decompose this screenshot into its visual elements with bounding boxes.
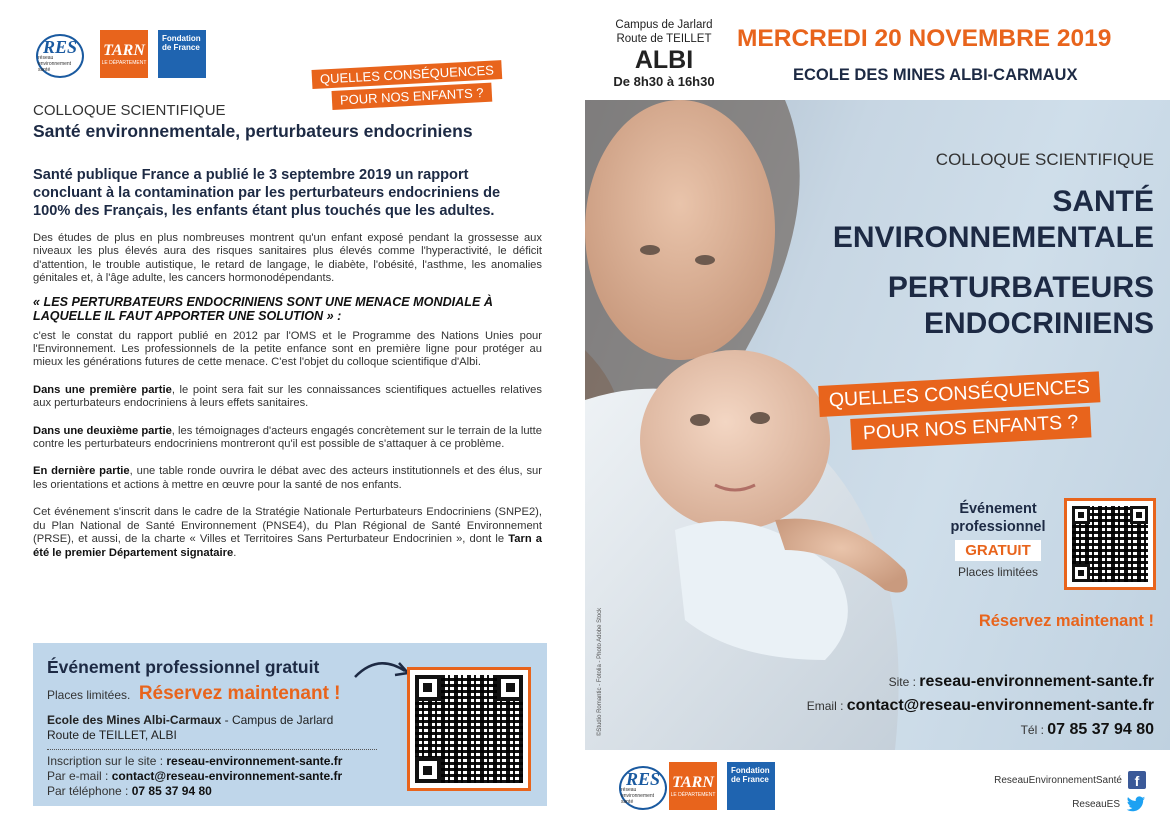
bottom-tarn-logo-sub: LE DÉPARTEMENT — [670, 792, 716, 798]
poster-title-block — [833, 184, 1154, 342]
res-logo-sub: réseau environnement santé — [38, 55, 72, 73]
poster-phone-label: Tél : — [1020, 723, 1048, 737]
city: ALBI — [634, 46, 694, 74]
info-box-heading: Événement professionnel gratuit — [47, 657, 320, 677]
poster-site-label: Site : — [888, 675, 920, 689]
venue-name: Ecole des Mines Albi-Carmaux — [47, 713, 222, 727]
info-box-limited-line — [47, 683, 341, 705]
title-line3: PERTURBATEURS — [887, 271, 1154, 304]
left-tag-line2: POUR NOS ENFANTS ? — [332, 83, 493, 110]
poster-qr-code — [1064, 498, 1156, 590]
res-logo-text: RES — [42, 37, 78, 57]
body-paragraph-1: Des études de plus en plus nombreuses montrent qu'un enfant exposé pendant la grossesse aux niveaux les plus élevés aura des risques sanitaires plus élevés comme l'hyperactivité, le déficit d'attention, le trouble autistique, le retard de langage, le diabète, l'obésité, l'asthme, les anomalies génitales et, à l'âge adulte, les cancers hormonodépendants. — [33, 232, 542, 285]
title-line2: ENVIRONNEMENTALE — [832, 221, 1154, 254]
hours: De 8h30 à 16h30 — [613, 74, 715, 89]
facebook-handle[interactable]: ReseauEnvironnementSanté — [994, 774, 1122, 786]
venue-header — [605, 18, 723, 90]
poster-tag-line1: QUELLES CONSÉQUENCES — [818, 371, 1100, 417]
p3-text: , le point sera fait sur les connaissances scientifiques actuelles relatives aux perturbateurs endocriniens à leurs effets sanitaires. — [33, 383, 542, 410]
left-question-tag — [312, 62, 502, 110]
info-box-limited: Places limitées. — [47, 688, 131, 702]
facebook-icon: f — [1128, 771, 1146, 789]
info-box-venue — [47, 713, 333, 743]
phone-label: Par téléphone : — [47, 784, 132, 798]
poster-tag-line2: POUR NOS ENFANTS ? — [850, 406, 1091, 449]
left-tag-line1: QUELLES CONSÉQUENCES — [312, 60, 503, 89]
left-body — [33, 232, 542, 569]
event-line2: professionnel — [950, 519, 1046, 535]
fondation-de-france-logo — [158, 30, 206, 78]
body-paragraph-4 — [33, 425, 542, 452]
campus-line1: Campus de Jarlard — [615, 19, 713, 31]
info-box-divider — [47, 749, 377, 750]
p6-end: . — [233, 546, 237, 559]
photo-credit: ©Studio Romantic - Fotolia - Photo Adobe Stock — [597, 607, 603, 736]
poster-contacts — [807, 670, 1154, 742]
poster-reserve: Réservez maintenant ! — [978, 612, 1154, 630]
facebook-row[interactable] — [994, 771, 1146, 789]
arrow-icon — [353, 657, 413, 683]
qr-code — [407, 667, 531, 791]
p6-text: Cet événement s'inscrit dans le cadre de la Stratégie Nationale Perturbateurs Endocriniens (SNPE2), du Plan National de Santé Environnement (PNSE4), du Plan Régional de Santé Environnement (PRSE), et aussi, de la charte « Villes et Territoires Sans Perturbateur Endocrinien », dont le — [33, 506, 542, 546]
poster-site-link[interactable]: reseau-environnement-sante.fr — [919, 673, 1154, 690]
bottom-fondation-logo — [727, 762, 775, 810]
bottom-res-logo-sub: réseau environnement santé — [621, 787, 655, 805]
email-link[interactable]: contact@reseau-environnement-sante.fr — [111, 769, 343, 783]
twitter-icon — [1126, 796, 1146, 813]
poster-email-label: Email : — [806, 699, 847, 713]
bottom-tarn-logo — [669, 762, 717, 810]
site-label: Inscription sur le site : — [47, 754, 167, 768]
fondation-logo-text: Fondation de France — [162, 34, 201, 52]
body-paragraph-6 — [33, 506, 542, 560]
poster-qr-pattern — [1072, 506, 1148, 582]
body-paragraph-2: c'est le constat du rapport publié en 2012 par l'OMS et le Programme des Nations Unies pour l'Environnement. Les professionnels de la petite enfance sont en première ligne pour protéger au mieux les générations futures de cette menace. C'est l'objet du colloque scientifique d'Albi. — [33, 329, 542, 369]
quote: « LES PERTURBATEURS ENDOCRINIENS SONT UNE MENACE MONDIALE À LAQUELLE IL FAUT APPORTER UNE SOLUTION » : — [33, 294, 493, 323]
left-title: Santé environnementale, perturbateurs endocriniens — [33, 121, 473, 141]
event-date: MERCREDI 20 NOVEMBRE 2019 — [737, 25, 1112, 52]
venue-road: Route de TEILLET, ALBI — [47, 728, 177, 742]
body-paragraph-3 — [33, 384, 542, 411]
p6-bold: Tarn a été le premier Département signataire — [33, 533, 542, 559]
bottom-res-logo-text: RES — [625, 769, 661, 789]
event-line1: Événement — [959, 501, 1037, 517]
qr-pattern — [415, 675, 523, 783]
res-logo — [36, 34, 84, 78]
body-paragraph-5 — [33, 465, 542, 492]
tarn-logo — [100, 30, 148, 78]
p5-text: , une table ronde ouvrira le débat avec des acteurs institutionnels et des élus, sur les orientations et actions à mettre en œuvre pour la santé de nos enfants. — [33, 465, 542, 491]
poster — [585, 100, 1170, 750]
site-link[interactable]: reseau-environnement-sante.fr — [166, 754, 343, 768]
info-box-reserve: Réservez maintenant ! — [138, 683, 341, 704]
title-line4: ENDOCRINIENS — [923, 307, 1154, 340]
left-kicker: COLLOQUE SCIENTIFIQUE — [33, 102, 226, 119]
info-box — [33, 643, 547, 806]
p4-text: , les témoignages d'acteurs engagés concrètement sur le terrain de la lutte contre les perturbateurs endocriniens montreront qu'il est possible de s'attaquer à ce problème. — [33, 424, 542, 451]
email-label: Par e-mail : — [47, 769, 112, 783]
campus-line2: Route de TEILLET — [616, 33, 712, 45]
venue-campus: - Campus de Jarlard — [221, 713, 334, 727]
poster-phone-number: 07 85 37 94 80 — [1047, 721, 1154, 738]
bottom-fondation-logo-text: Fondation de France — [731, 766, 770, 784]
twitter-handle[interactable]: ReseauES — [1072, 799, 1120, 810]
free-event-block — [943, 500, 1053, 579]
p3-bold: Dans une première partie — [33, 383, 172, 396]
tarn-logo-text: TARN — [103, 42, 145, 59]
poster-email-link[interactable]: contact@reseau-environnement-sante.fr — [846, 697, 1154, 714]
tarn-logo-sub: LE DÉPARTEMENT — [101, 60, 147, 66]
twitter-row[interactable] — [1072, 796, 1146, 813]
title-line1: SANTÉ — [1052, 185, 1154, 218]
right-page — [585, 0, 1170, 827]
poster-question-tag — [819, 375, 1100, 450]
poster-kicker: COLLOQUE SCIENTIFIQUE — [935, 150, 1154, 169]
phone-number: 07 85 37 94 80 — [131, 784, 212, 798]
bottom-tarn-logo-text: TARN — [672, 774, 714, 791]
p4-bold: Dans une deuxième partie — [33, 424, 172, 437]
p5-bold: En dernière partie — [33, 465, 130, 478]
bottom-res-logo — [619, 766, 667, 810]
info-box-contacts — [47, 754, 342, 799]
places-limited: Places limitées — [957, 565, 1039, 579]
free-badge: GRATUIT — [955, 540, 1041, 561]
school-name: ECOLE DES MINES ALBI-CARMAUX — [793, 66, 1078, 84]
left-lead: Santé publique France a publié le 3 septembre 2019 un rapport concluant à la contamination par les perturbateurs endocriniens de 100% des Français, les enfants étant plus touchés que les adultes. — [33, 167, 501, 219]
